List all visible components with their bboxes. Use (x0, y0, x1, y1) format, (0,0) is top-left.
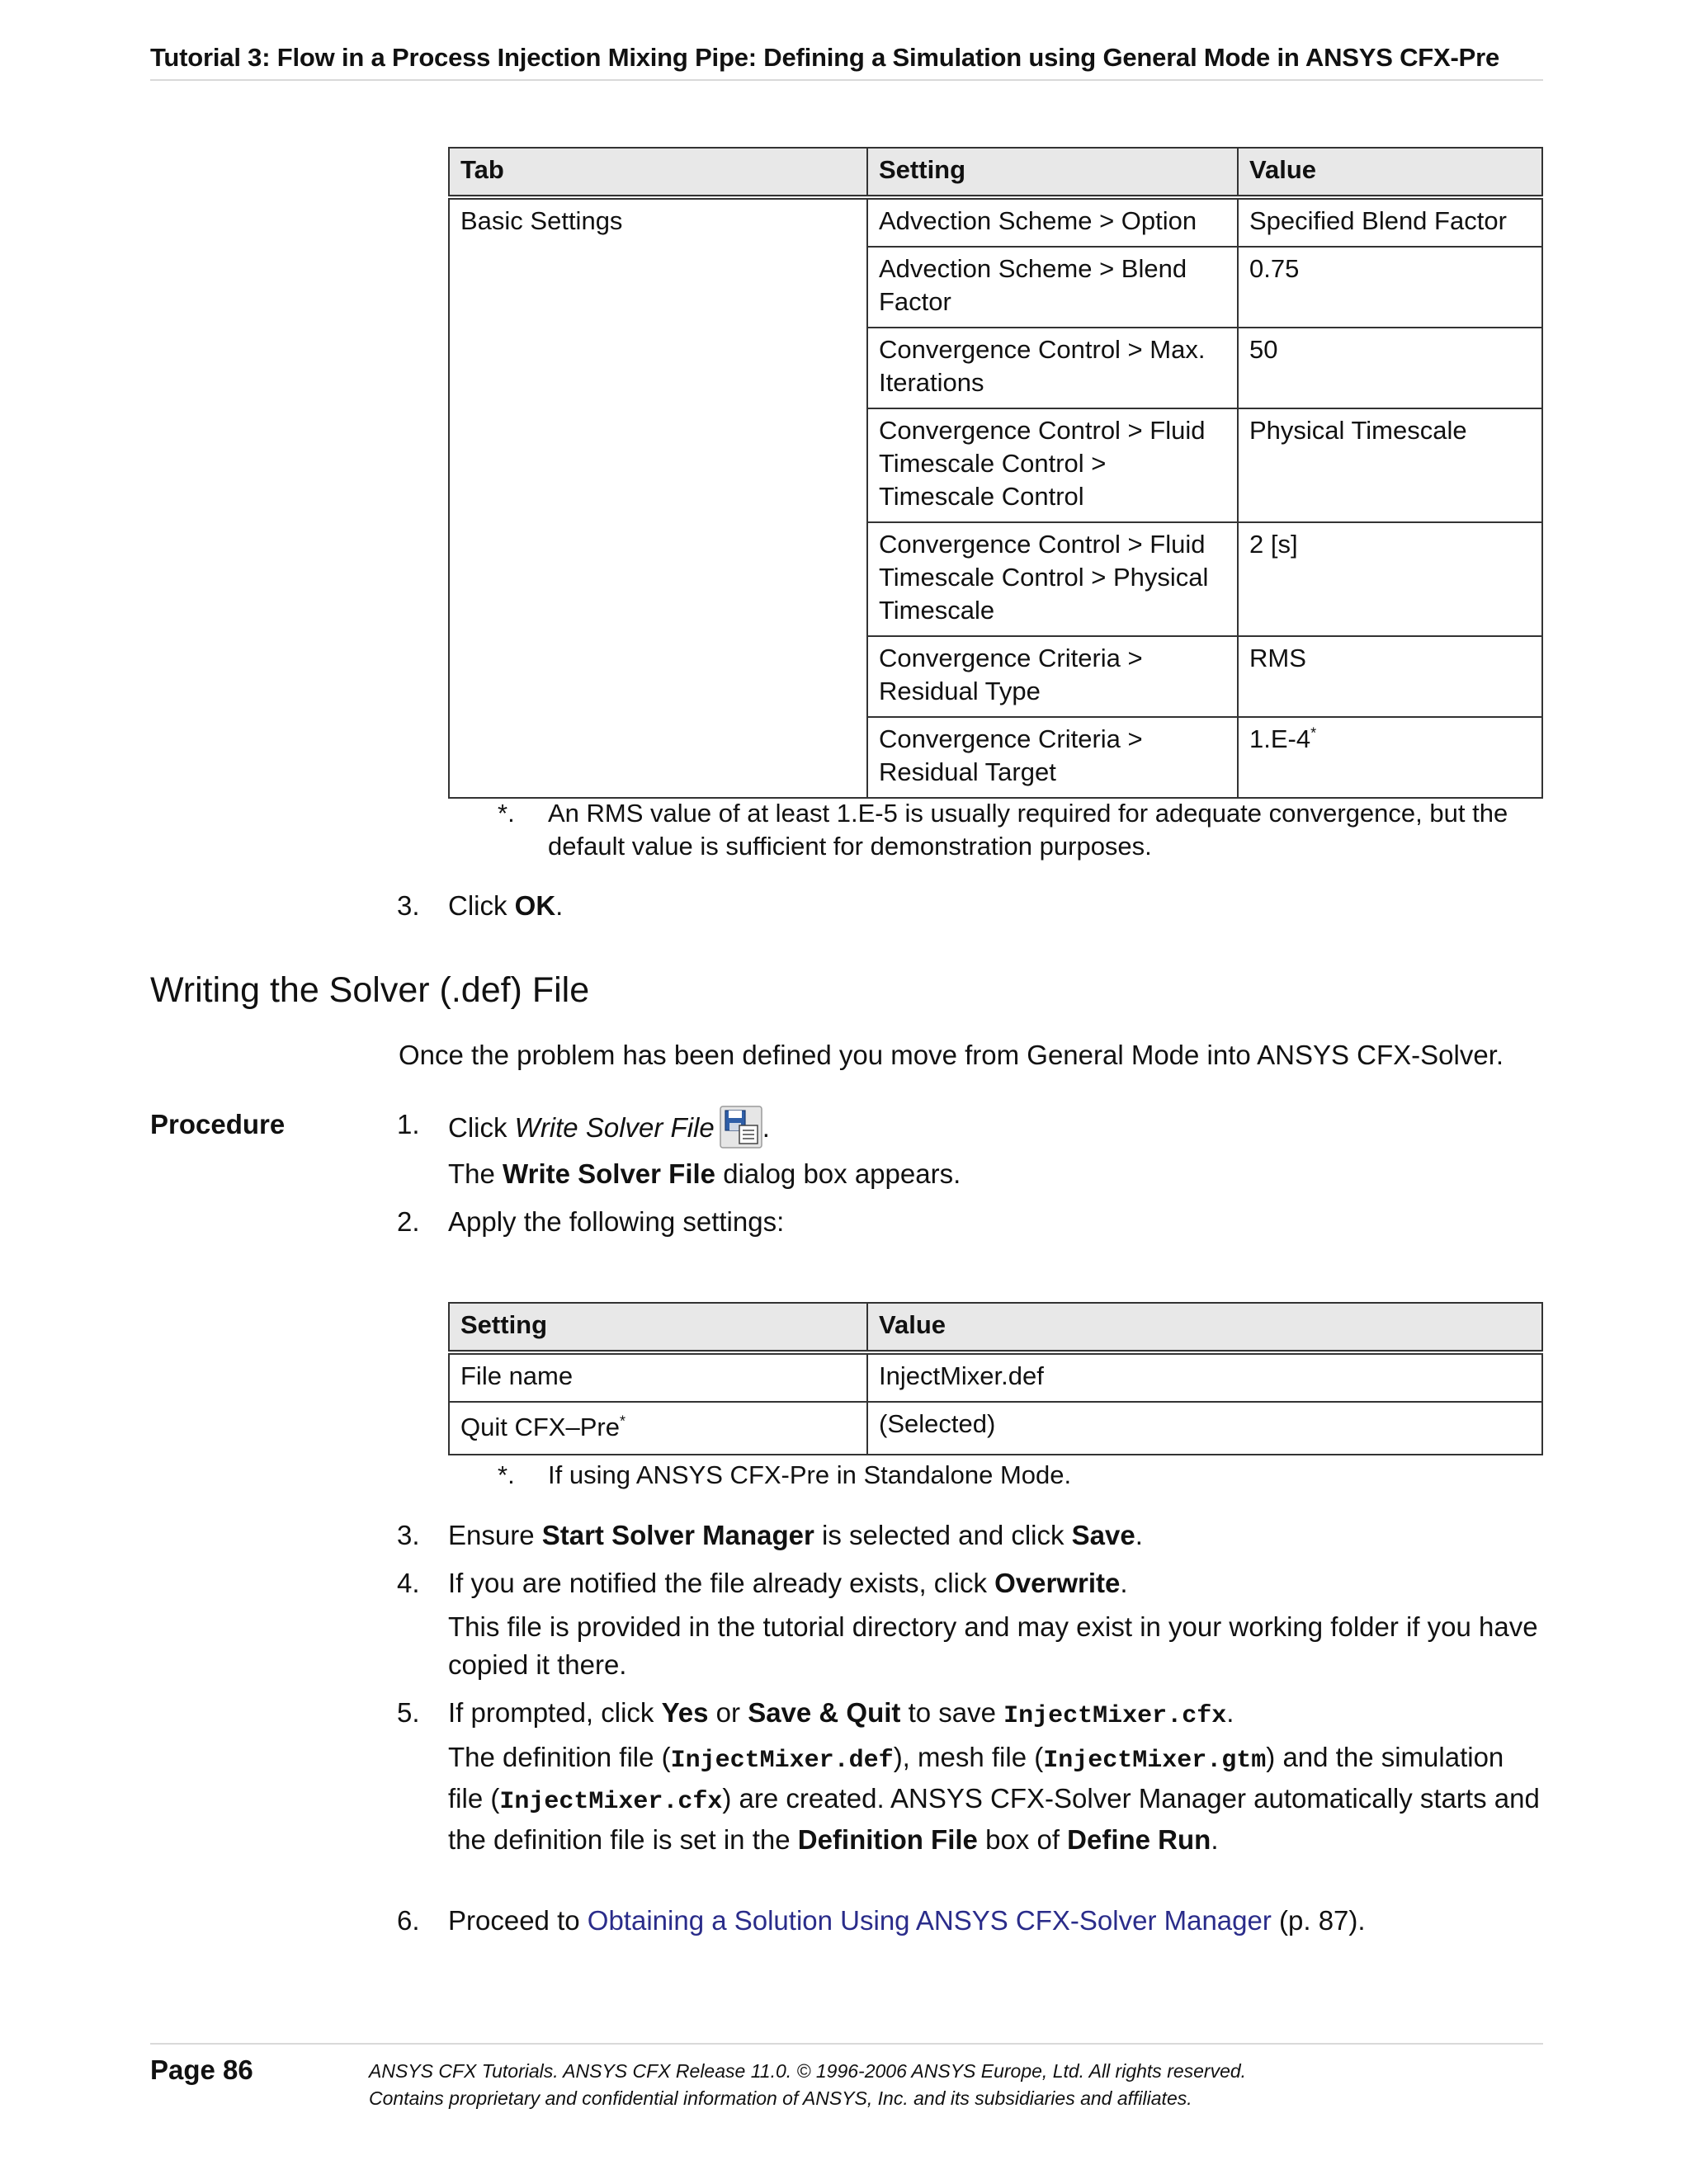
step-subtext: This file is provided in the tutorial directory and may exist in your working folder if you have copied it there. (448, 1611, 1538, 1680)
dialog-name: Write Solver File (503, 1158, 716, 1189)
footer-rule (150, 2043, 1543, 2045)
value-cell: RMS (1238, 636, 1542, 717)
step-text: Proceed to Obtaining a Solution Using ANSYS CFX-Solver Manager (p. 87). (448, 1905, 1366, 1936)
value-cell: 0.75 (1238, 247, 1542, 328)
write-solver-file-label: Write Solver File (514, 1112, 715, 1143)
step-number: 4. (397, 1568, 420, 1598)
setting-cell: Convergence Criteria > Residual Type (867, 636, 1238, 717)
value-cell: Physical Timescale (1238, 408, 1542, 522)
step-number: 3. (397, 1520, 420, 1550)
table-row (449, 197, 1542, 247)
value-cell (1238, 717, 1542, 798)
footer-copyright: ANSYS CFX Tutorials. ANSYS CFX Release 11.0. © 1996-2006 ANSYS Europe, Ltd. All rights reserved. (369, 2060, 1247, 2082)
step-number: 5. (397, 1697, 420, 1728)
step-text: Click OK. (448, 890, 564, 921)
setting-cell: Advection Scheme > Option (867, 197, 1238, 247)
column-header-setting: Setting (449, 1303, 867, 1352)
setting-cell: Convergence Criteria > Residual Target (867, 717, 1238, 798)
footnote-text: An RMS value of at least 1.E-5 is usually required for adequate convergence, but the default value is sufficient for demonstration purposes. (548, 799, 1508, 861)
step-text: Apply the following settings: (448, 1206, 785, 1237)
table-row (449, 1352, 1542, 1402)
step-text: If prompted, click Yes or Save & Quit to save InjectMixer.cfx. (448, 1697, 1234, 1730)
footnote-text: If using ANSYS CFX-Pre in Standalone Mode. (548, 1460, 1072, 1489)
value-cell: InjectMixer.def (867, 1352, 1542, 1402)
page-number: Page 86 (150, 2054, 253, 2085)
footnote-marker: *. (498, 799, 515, 828)
table-header-row (449, 1303, 1542, 1352)
footnote-mark: * (1310, 724, 1317, 742)
step-number: 1. (397, 1109, 420, 1139)
footnote-mark: * (619, 1413, 625, 1430)
column-header-tab: Tab (449, 148, 867, 197)
value-cell: 50 (1238, 328, 1542, 408)
section-intro: Once the problem has been defined you move from General Mode into ANSYS CFX-Solver. (399, 1040, 1504, 1070)
column-header-value: Value (867, 1303, 1542, 1352)
ok-label: OK (514, 890, 556, 921)
write-solver-file-icon (720, 1106, 762, 1149)
value-text: 1.E-4 (1249, 724, 1311, 753)
column-header-setting: Setting (867, 148, 1238, 197)
value-cell: 2 [s] (1238, 522, 1542, 636)
procedure-label: Procedure (150, 1109, 286, 1139)
step-number: 3. (397, 890, 420, 921)
column-header-value: Value (1238, 148, 1542, 197)
footer-confidential: Contains proprietary and confidential information of ANSYS, Inc. and its subsidiaries and affiliates. (369, 2087, 1192, 2109)
step-text: If you are notified the file already exists, click Overwrite. (448, 1568, 1128, 1598)
setting-cell: Convergence Control > Max. Iterations (867, 328, 1238, 408)
table-row (449, 1402, 1542, 1455)
setting-cell: Quit CFX–Pre* (449, 1402, 867, 1455)
footnote-marker: *. (498, 1460, 515, 1489)
setting-cell: Convergence Control > Fluid Timescale Control > Physical Timescale (867, 522, 1238, 636)
running-header: Tutorial 3: Flow in a Process Injection Mixing Pipe: Defining a Simulation using General Mode in ANSYS CFX-Pre (150, 43, 1543, 81)
value-cell: Specified Blend Factor (1238, 197, 1542, 247)
step-number: 2. (397, 1206, 420, 1237)
value-cell: (Selected) (867, 1402, 1542, 1455)
write-solver-file-table (448, 1302, 1543, 1455)
solver-control-table (448, 147, 1543, 799)
setting-cell: Convergence Control > Fluid Timescale Control > Timescale Control (867, 408, 1238, 522)
obtaining-solution-link[interactable]: Obtaining a Solution Using ANSYS CFX-Solver Manager (587, 1905, 1272, 1936)
setting-cell: File name (449, 1352, 867, 1402)
step-subtext: The definition file (InjectMixer.def), mesh file (InjectMixer.gtm) and the simulation file (InjectMixer.cfx) are created. ANSYS CFX-Solver Manager automatically starts and the definition file is set in the Definition File box of Define Run. (448, 1742, 1540, 1855)
setting-cell: Advection Scheme > Blend Factor (867, 247, 1238, 328)
step-text: Click Write Solver File . (448, 1106, 1546, 1149)
step-subtext: The Write Solver File dialog box appears. (448, 1158, 961, 1189)
tab-cell: Basic Settings (449, 197, 867, 798)
step-text: Ensure Start Solver Manager is selected and click Save. (448, 1520, 1143, 1550)
section-title: Writing the Solver (.def) File (150, 970, 590, 1010)
step-number: 6. (397, 1905, 420, 1936)
table-header-row (449, 148, 1542, 197)
